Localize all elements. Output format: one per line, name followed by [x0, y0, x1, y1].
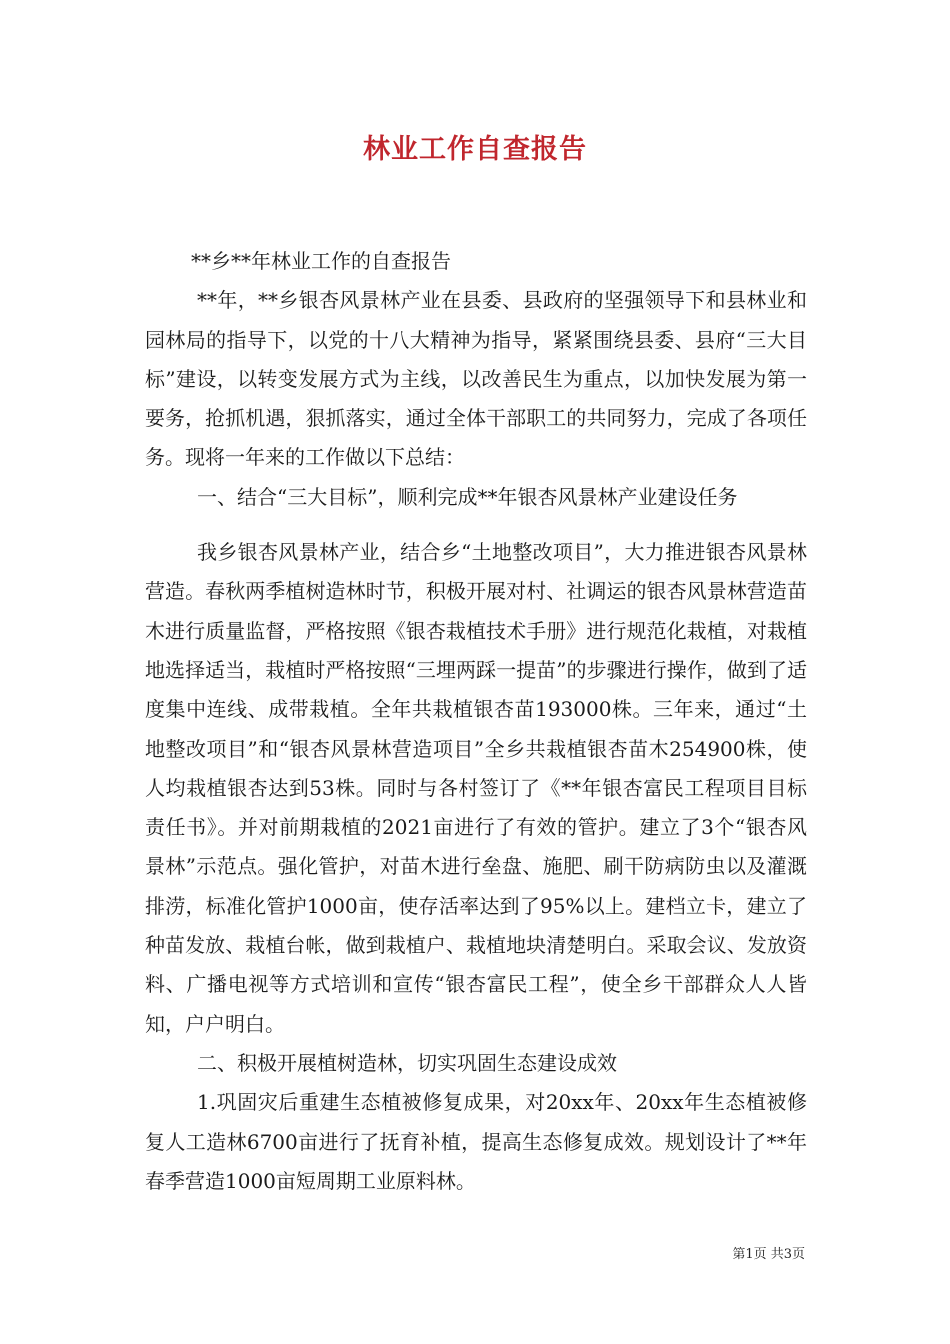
page-number: 第1页 共3页	[732, 1247, 805, 1262]
paragraph-section-1: 我乡银杏风景林产业，结合乡“土地整改项目”，大力推进银杏风景林营造。春秋两季植树造林时节，积极开展对村、社调运的银杏风景林营造苗木进行质量监督，严格按照《银杏栽植技术手册》进行规范化栽植，对栽植地选择适当，栽植时严格按照“三埋两踩一提苗”的步骤进行操作，做到了适度集中连线、成带栽植。全年共栽植银杏苗193000株。三年来，通过“土地整改项目”和“银杏风景林营造项目”全乡共栽植银杏苗木254900株，使人均栽植银杏达到53株。同时与各村签订了《**年银杏富民工程项目目标责任书》。并对前期栽植的2021亩进行了有效的管护。建立了3个“银杏风景林”示范点。强化管护，对苗木进行垒盘、施肥、刷干防病防虫以及灌溉排涝，标准化管护1000亩，使存活率达到了95%以上。建档立卡，建立了种苗发放、栽植台帐，做到栽植户、栽植地块清楚明白。采取会议、发放资料、广播电视等方式培训和宣传“银杏富民工程”，使全乡干部群众人人皆知，户户明白。	[145, 540, 807, 1036]
paragraph-intro: **年，**乡银杏风景林产业在县委、县政府的坚强领导下和县林业和园林局的指导下，以党的十八大精神为指导，紧紧围绕县委、县府“三大目标”建设，以转变发展方式为主线，以改善民生为重点，以加快发展为第一要务，抢抓机遇，狠抓落实，通过全体干部职工的共同努力，完成了各项任务。现将一年来的工作做以下总结：	[145, 288, 807, 470]
document-body	[145, 242, 807, 1201]
document-title: 林业工作自查报告	[363, 134, 587, 165]
paragraph-section-2-item-1: 1.巩固灾后重建生态植被修复成果，对20xx年、20xx年生态植被修复人工造林6700亩进行了抚育补植，提高生态修复成效。规划设计了**年春季营造1000亩短周期工业原料林。	[145, 1090, 807, 1193]
section-heading-2: 二、积极开展植树造林，切实巩固生态建设成效	[197, 1050, 617, 1075]
section-heading-1: 一、结合“三大目标”，顺利完成**年银杏风景林产业建设任务	[197, 484, 738, 509]
document-subtitle: **乡**年林业工作的自查报告	[191, 249, 451, 273]
